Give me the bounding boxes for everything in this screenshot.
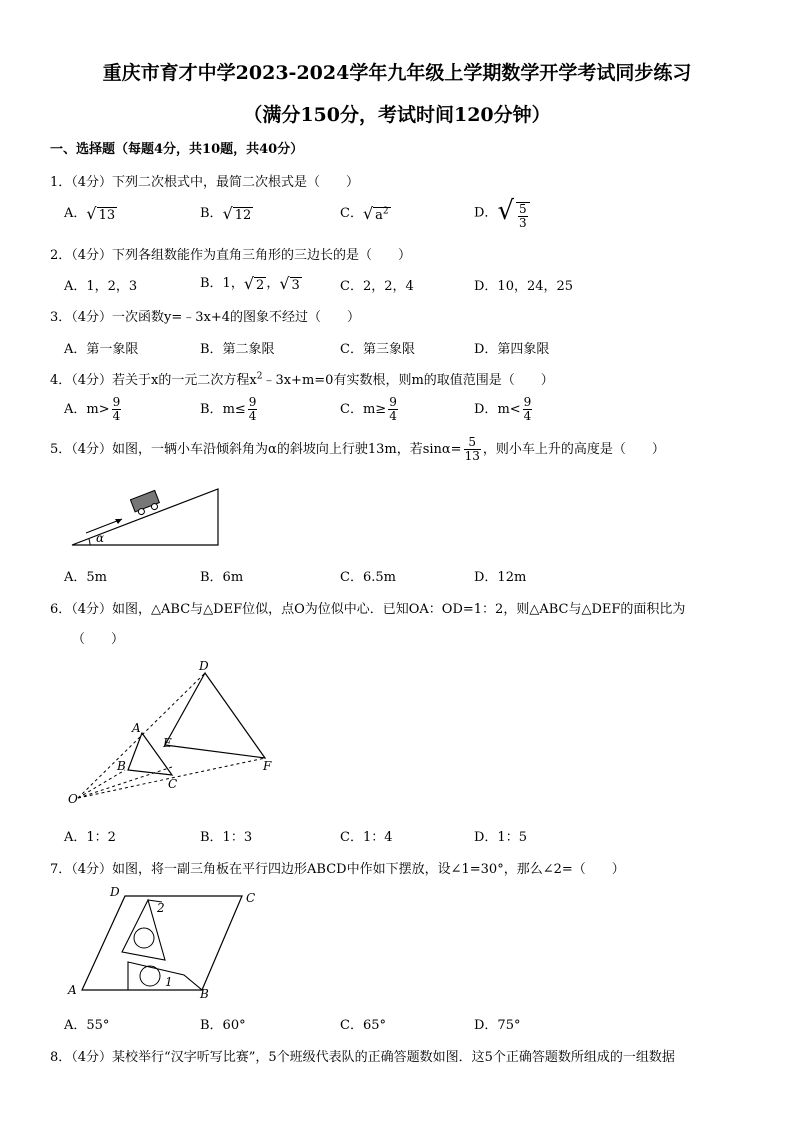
question-3-option-a: A．第一象限 [64, 342, 139, 357]
question-7-option-c: C．65° [340, 1018, 386, 1033]
document-subtitle: （满分150分，考试时间120分钟） [243, 104, 551, 126]
section-heading: 一、选择题（每题4分，共10题，共40分） [50, 142, 304, 157]
question-7-stem: 7．（4分）如图，将一副三角板在平行四边形ABCD中作如下摆放，设∠1=30°，那么∠2=（ ） [50, 862, 625, 877]
svg-text:A: A [132, 721, 141, 735]
radicand: 12 [234, 208, 252, 223]
question-5-option-a: A．5m [64, 570, 107, 585]
svg-text:O: O [68, 792, 78, 805]
svg-text:C: C [246, 891, 256, 905]
svg-text:1: 1 [165, 975, 173, 989]
svg-text:B: B [200, 987, 209, 1001]
question-5-stem: 5．（4分）如图，一辆小车沿倾斜角为α的斜坡向上行驶13m，若sinα= $\frac{5}{13}$ ，则小车上升的高度是（ ） [50, 435, 665, 463]
svg-text:2: 2 [157, 901, 165, 915]
question-1-stem: 1．（4分）下列二次根式中，最简二次根式是（ ） [50, 175, 360, 190]
question-2-stem: 2．（4分）下列各组数能作为直角三角形的三边长的是（ ） [50, 248, 412, 263]
svg-text:E: E [163, 736, 172, 750]
question-3-option-b: B．第二象限 [200, 342, 275, 357]
question-2-option-c: C．2，2，4 [340, 279, 414, 294]
question-7-option-a: A．55° [64, 1018, 110, 1033]
question-3-stem: 3．（4分）一次函数y=﹣3x+4的图象不经过（ ） [50, 310, 361, 325]
svg-text:B: B [117, 759, 126, 773]
svg-text:F: F [263, 759, 272, 773]
svg-text:C: C [168, 777, 178, 791]
angle-alpha-label: α [96, 531, 105, 545]
slope-figure [60, 482, 230, 552]
svg-text:A: A [68, 983, 77, 997]
question-8-stem: 8．（4分）某校举行“汉字听写比赛”，5个班级代表队的正确答题数如图．这5个正确答题数所组成的一组数据 [50, 1050, 675, 1065]
parallelogram-figure [60, 882, 270, 1004]
document-title: 重庆市育才中学2023-2024学年九年级上学期数学开学考试同步练习 [102, 62, 692, 84]
svg-text:D: D [199, 659, 209, 673]
question-3-option-d: D．第四象限 [474, 342, 550, 357]
question-6-option-d: D．1：5 [474, 830, 527, 845]
question-4-option-d: D．m< $\frac{9}{4}$ [474, 395, 532, 423]
svg-text:D: D [110, 885, 120, 899]
question-7-option-b: B．60° [200, 1018, 246, 1033]
question-4-option-c: C．m≥ $\frac{9}{4}$ [340, 395, 397, 423]
similar-triangles-figure [60, 655, 290, 805]
question-4-stem: 4．（4分）若关于x的一元二次方程$x^2﹣3x+m=0$有实数根，则m的取值范围是（ ） [50, 371, 554, 388]
question-3-option-c: C．第三象限 [340, 342, 415, 357]
question-4-option-b: B．m≤ $\frac{9}{4}$ [200, 395, 257, 423]
question-6-option-a: A．1：2 [64, 830, 116, 845]
question-2-option-b: B．1，√ 2 ，√ 3 [200, 274, 300, 293]
question-4-option-a: A．m> $\frac{9}{4}$ [64, 395, 121, 423]
question-1-option-a: A．√ 13 [64, 204, 116, 223]
question-1-option-b: B．√ 12 [200, 204, 252, 223]
radicand: 13 [98, 208, 116, 223]
question-5-option-d: D．12m [474, 570, 527, 585]
question-7-option-d: D．75° [474, 1018, 521, 1033]
question-6-stem-line1: 6．（4分）如图，△ABC与△DEF位似，点O为位似中心．已知OA：OD=1：2，则△ABC与△DEF的面积比为 [50, 602, 686, 617]
question-6-option-c: C．1：4 [340, 830, 393, 845]
question-6-stem-line2: （ ） [72, 632, 125, 647]
question-2-option-a: A．1，2，3 [64, 279, 138, 294]
question-5-option-c: C．6.5m [340, 570, 396, 585]
question-6-option-b: B．1：3 [200, 830, 253, 845]
question-1-option-c: C．√ $a^2$ [340, 204, 389, 223]
question-5-option-b: B．6m [200, 570, 244, 585]
question-2-option-d: D．10，24，25 [474, 279, 574, 294]
question-1-option-d: D．√ $\frac{5}{3}$ [474, 196, 532, 230]
